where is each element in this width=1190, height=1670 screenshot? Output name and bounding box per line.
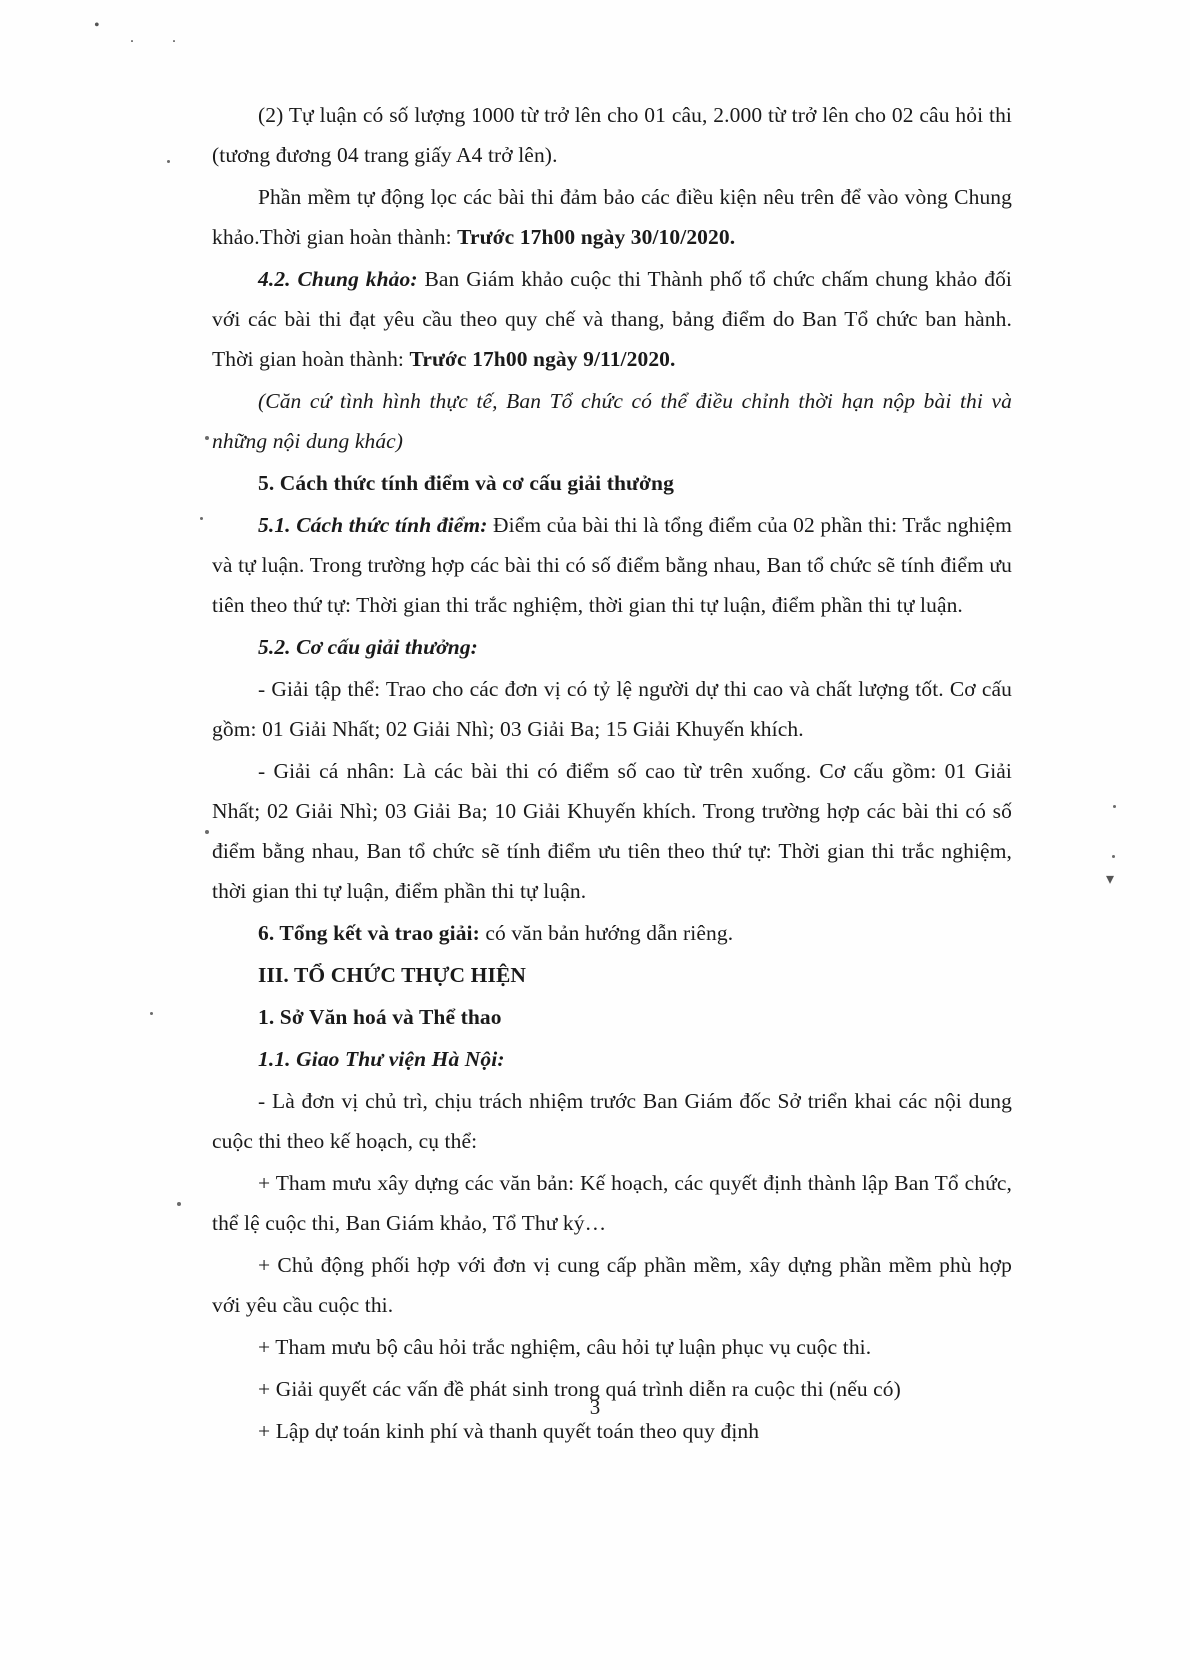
scan-artifact <box>205 830 209 834</box>
paragraph-p12 <box>212 997 1012 1037</box>
scan-artifact <box>150 1012 153 1015</box>
text-run: III. TỔ CHỨC THỰC HIỆN <box>258 963 527 987</box>
scan-artifact: . <box>172 29 176 46</box>
text-run: (2) Tự luận có số lượng 1000 từ trở lên cho 01 câu, 2.000 từ trở lên cho 02 câu hỏi thi (tương đương 04 trang giấy A4 trở lên). <box>212 103 1012 167</box>
text-run: 4.2. Chung khảo: <box>258 267 418 291</box>
text-run: Trước 17h00 ngày 9/11/2020. <box>409 347 676 371</box>
text-run: + Tham mưu xây dựng các văn bản: Kế hoạch, các quyết định thành lập Ban Tổ chức, thể lệ cuộc thi, Ban Giám khảo, Tổ Thư ký… <box>212 1171 1012 1235</box>
scan-artifact: . <box>130 29 134 46</box>
scan-artifact: • <box>94 17 100 34</box>
text-run: Điểm của bài thi là tổng điểm của 02 phần thi: Trắc nghiệm và tự luận. Trong trường hợp các bài thi có số điểm bằng nhau, Ban tổ chức sẽ tính điểm ưu tiên theo thứ tự: Thời gian thi trắc nghiệm, thời gian thi tự luận, điểm phần thi tự luận. <box>212 513 1012 617</box>
text-run: 6. Tổng kết và trao giải: <box>258 921 480 945</box>
scan-artifact <box>200 517 203 520</box>
scan-artifact <box>205 436 209 440</box>
text-run: - Giải cá nhân: Là các bài thi có điểm số cao từ trên xuống. Cơ cấu gồm: 01 Giải Nhất; 02 Giải Nhì; 03 Giải Ba; 10 Giải Khuyến khích. Trong trường hợp các bài thi có số điểm bằng nhau, Ban tổ chức sẽ tính điểm ưu tiên theo thứ tự: Thời gian thi trắc nghiệm, thời gian thi tự luận, điểm phần thi tự luận. <box>212 759 1012 903</box>
page-number: 3 <box>589 1395 601 1419</box>
scan-artifact <box>167 160 170 163</box>
text-run: + Giải quyết các vấn đề phát sinh trong quá trình diễn ra cuộc thi (nếu có) <box>258 1377 901 1401</box>
paragraph-p8 <box>212 669 1012 749</box>
paragraph-p17 <box>212 1327 1012 1367</box>
paragraph-p4 <box>212 381 1012 461</box>
paragraph-p1 <box>212 95 1012 175</box>
scan-artifact: ▾ <box>1106 871 1115 888</box>
text-run: 1.1. Giao Thư viện Hà Nội: <box>258 1047 505 1071</box>
text-run: 5.1. Cách thức tính điểm: <box>258 513 488 537</box>
text-run: + Lập dự toán kinh phí và thanh quyết toán theo quy định <box>258 1419 760 1443</box>
paragraph-p2 <box>212 177 1012 257</box>
paragraph-p11 <box>212 955 1012 995</box>
text-run: có văn bản hướng dẫn riêng. <box>479 921 734 945</box>
text-run: - Giải tập thể: Trao cho các đơn vị có tỷ lệ người dự thi cao và chất lượng tốt. Cơ cấu gồm: 01 Giải Nhất; 02 Giải Nhì; 03 Giải Ba; 15 Giải Khuyến khích. <box>212 677 1012 741</box>
scan-artifact <box>177 1202 181 1206</box>
paragraph-p9 <box>212 751 1012 911</box>
text-run: (Căn cứ tình hình thực tế, Ban Tổ chức có thể điều chỉnh thời hạn nộp bài thi và những nội dung khác) <box>212 389 1012 453</box>
paragraph-p3 <box>212 259 1012 379</box>
paragraph-p16 <box>212 1245 1012 1325</box>
text-run: Phần mềm tự động lọc các bài thi đảm bảo các điều kiện nêu trên để vào vòng Chung khảo.Thời gian hoàn thành: <box>212 185 1012 249</box>
text-run: Trước 17h00 ngày 30/10/2020. <box>457 225 736 249</box>
paragraph-p7 <box>212 627 1012 667</box>
text-run: 1. Sở Văn hoá và Thể thao <box>258 1005 502 1029</box>
text-run: 5.2. Cơ cấu giải thưởng: <box>258 635 478 659</box>
scan-artifact <box>1112 855 1115 858</box>
text-run: Ban Giám khảo cuộc thi Thành phố tổ chức chấm chung khảo đối với các bài thi đạt yêu cầu theo quy chế và thang, bảng điểm do Ban Tổ chức ban hành. Thời gian hoàn thành: <box>212 267 1012 371</box>
paragraph-p10 <box>212 913 1012 953</box>
scan-artifact <box>1113 805 1116 808</box>
text-run: + Chủ động phối hợp với đơn vị cung cấp phần mềm, xây dựng phần mềm phù hợp với yêu cầu cuộc thi. <box>212 1253 1012 1317</box>
text-run: + Tham mưu bộ câu hỏi trắc nghiệm, câu hỏi tự luận phục vụ cuộc thi. <box>258 1335 872 1359</box>
paragraph-p6 <box>212 505 1012 625</box>
text-run: 5. Cách thức tính điểm và cơ cấu giải thưởng <box>258 471 674 495</box>
paragraph-p5 <box>212 463 1012 503</box>
paragraph-p13 <box>212 1039 1012 1079</box>
text-run: - Là đơn vị chủ trì, chịu trách nhiệm trước Ban Giám đốc Sở triển khai các nội dung cuộc thi theo kế hoạch, cụ thể: <box>212 1089 1012 1153</box>
paragraph-p14 <box>212 1081 1012 1161</box>
paragraph-p15 <box>212 1163 1012 1243</box>
document-body <box>212 95 1012 1453</box>
